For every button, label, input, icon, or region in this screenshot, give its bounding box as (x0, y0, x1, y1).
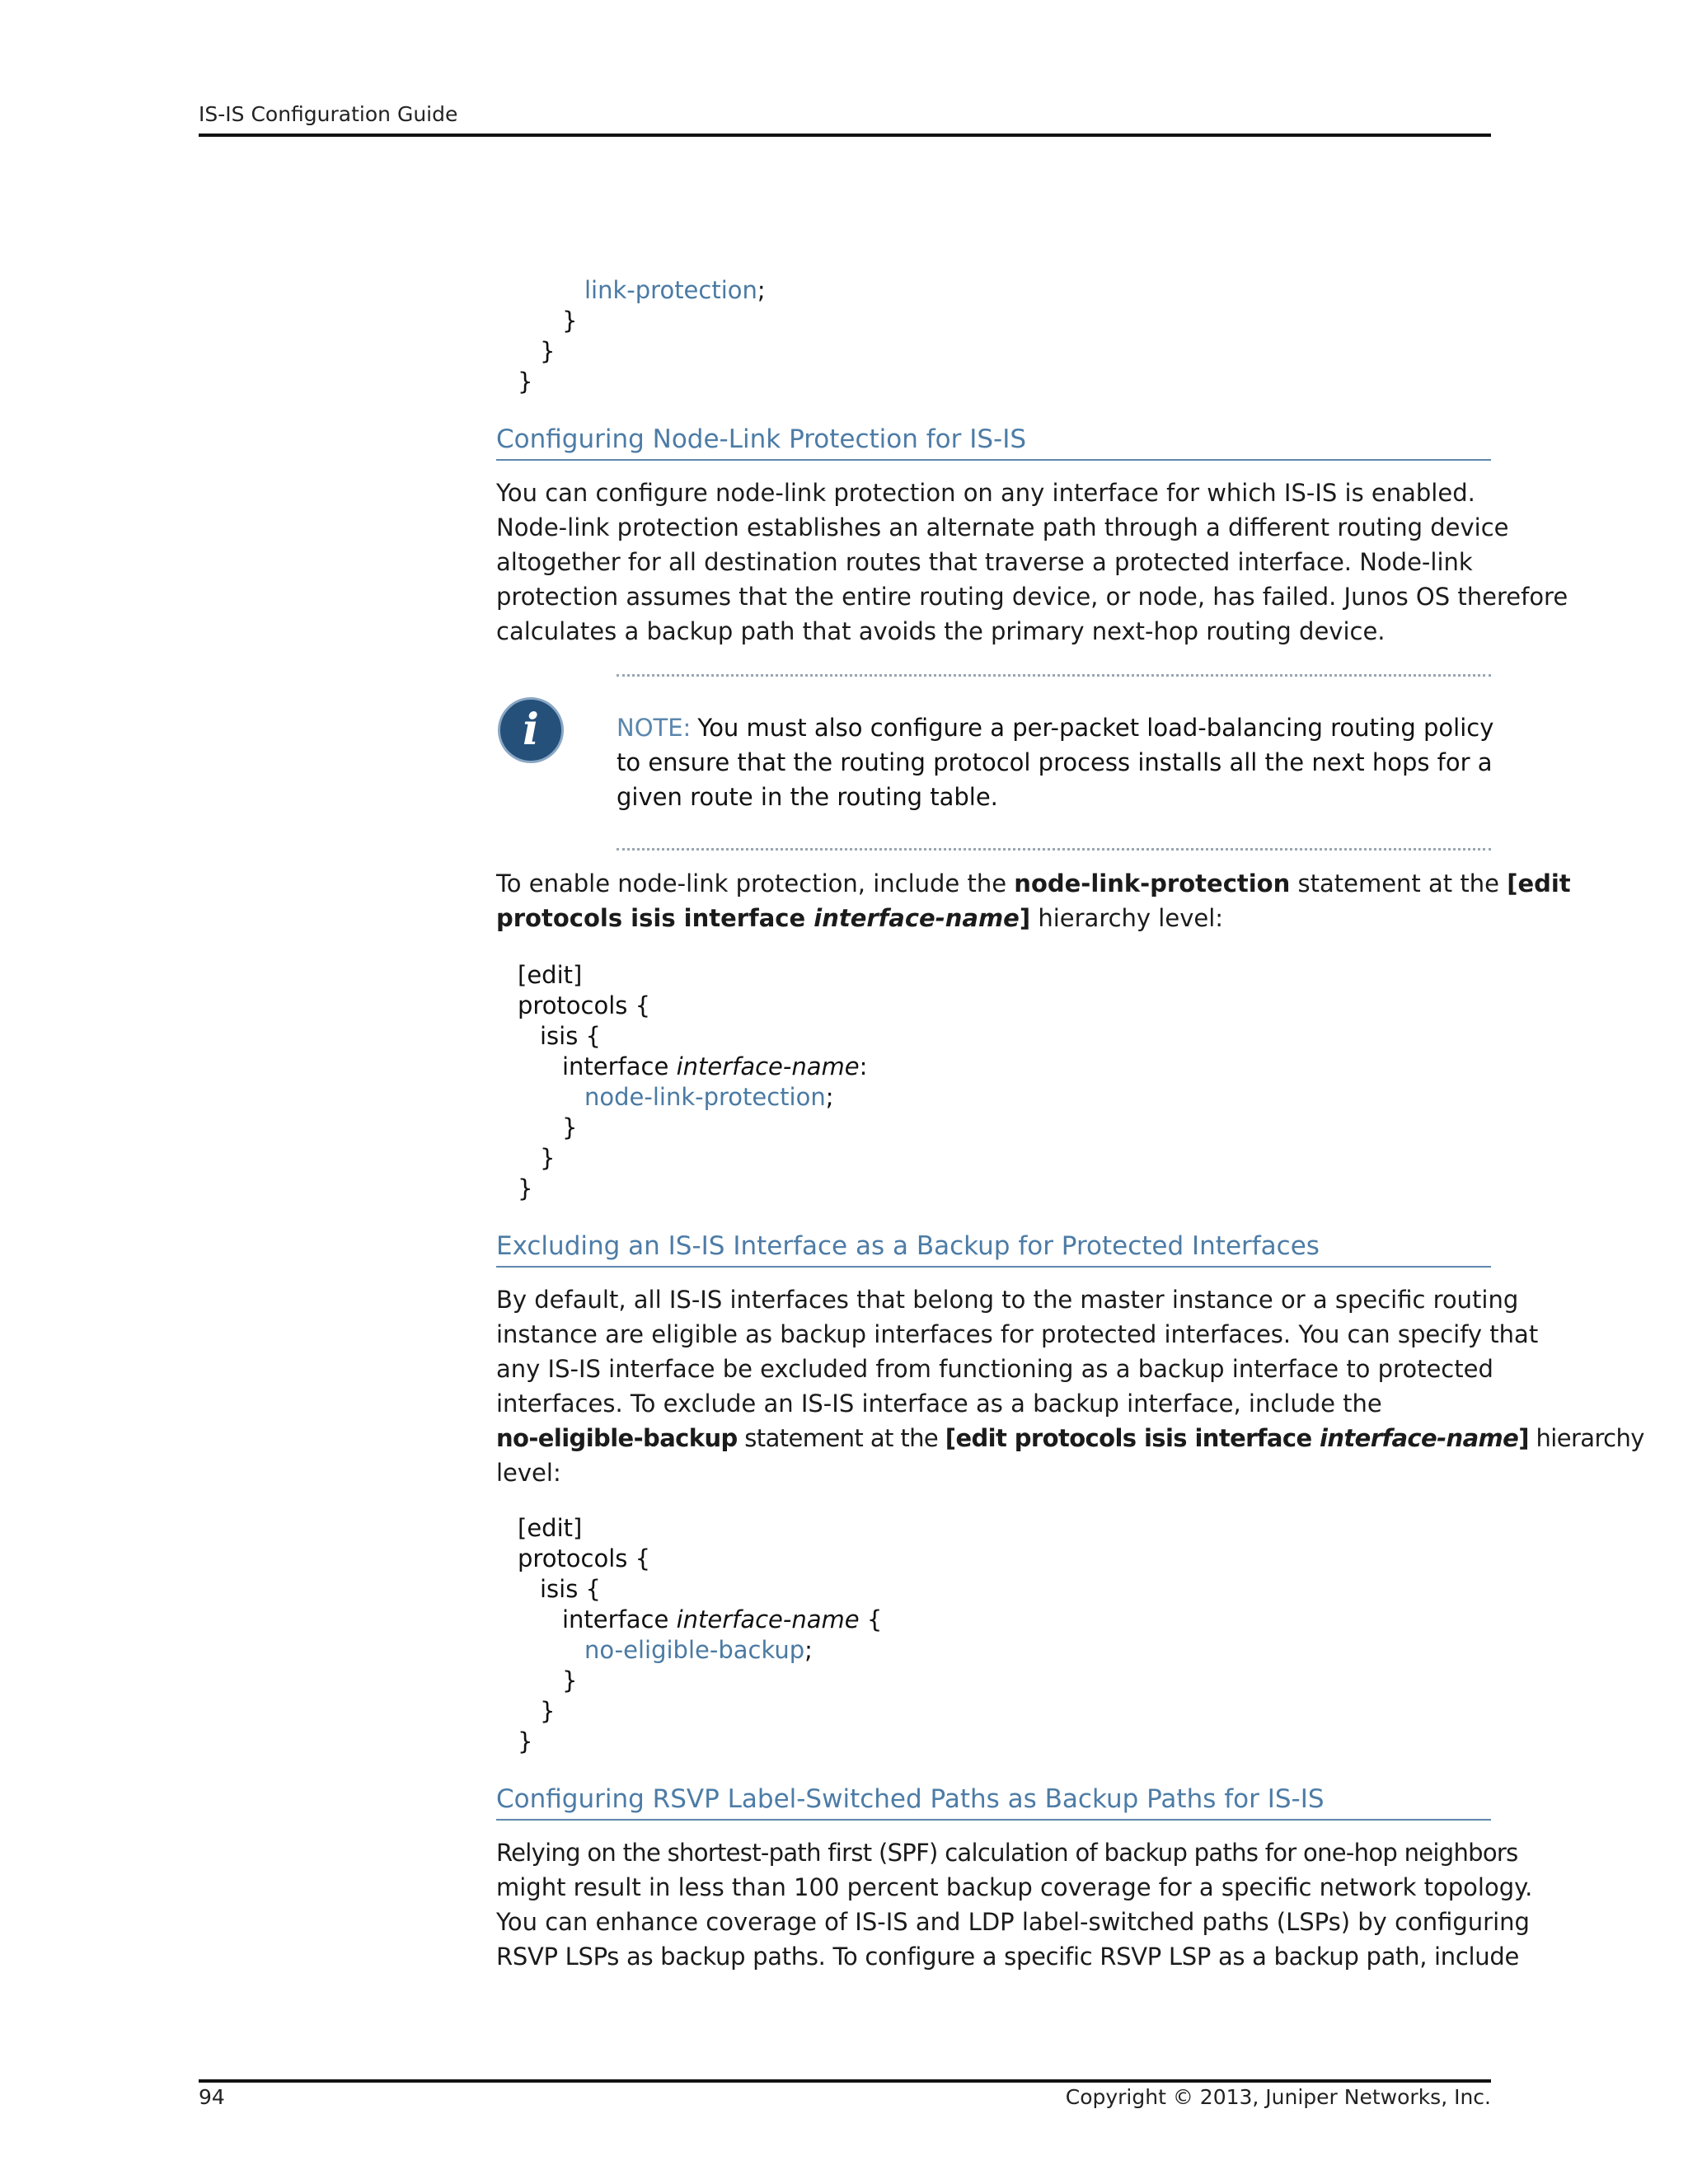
note-text-line: You must also configure a per-packet load-balancing routing policy (697, 714, 1494, 742)
code-line: protocols { (518, 991, 651, 1019)
code-line: protocols { (518, 1544, 651, 1572)
code-brace: } (518, 1727, 533, 1755)
note-text-line: given route in the routing table. (617, 783, 998, 811)
code-keyword: interface (562, 1605, 677, 1633)
code-semicolon: ; (757, 276, 766, 304)
code-statement: node-link-protection (584, 1083, 826, 1111)
code-variable: interface-name (676, 1605, 860, 1633)
paragraph-line: Node-link protection establishes an alternate path through a different routing device (496, 513, 1509, 541)
statement-name: no-eligible-backup (496, 1424, 738, 1452)
text-run: hierarchy (1528, 1424, 1644, 1452)
paragraph-line: RSVP LSPs as backup paths. To configure a specific RSVP LSP as a backup path, include (496, 1943, 1519, 1971)
paragraph-line: You can enhance coverage of IS-IS and LDP label-switched paths (LSPs) by configuring (496, 1908, 1530, 1936)
code-statement: no-eligible-backup (584, 1636, 805, 1664)
copyright-notice: Copyright © 2013, Juniper Networks, Inc. (1065, 2085, 1491, 2109)
paragraph-line: any IS-IS interface be excluded from functioning as a backup interface to protected (496, 1355, 1493, 1383)
code-line: isis { (540, 1022, 602, 1050)
code-brace: } (562, 307, 578, 335)
note-label: NOTE: (617, 714, 692, 742)
code-variable: interface-name (676, 1052, 860, 1080)
paragraph-line: interfaces. To exclude an IS-IS interface as a backup interface, include the (496, 1390, 1382, 1418)
hierarchy-path: [edit protocols isis interface (945, 1424, 1320, 1452)
paragraph-rsvp-lsp (496, 1835, 1533, 1974)
hierarchy-variable: interface-name (1320, 1424, 1519, 1452)
code-punct: { (859, 1605, 883, 1633)
footer-rule (199, 2079, 1491, 2083)
note-box (617, 710, 1494, 814)
text-run: statement at the (1290, 869, 1507, 898)
code-brace: } (518, 368, 533, 396)
paragraph-line: You can configure node-link protection on any interface for which IS-IS is enabled. (496, 479, 1475, 507)
paragraph-line: protection assumes that the entire routing device, or node, has failed. Junos OS therefore (496, 583, 1568, 611)
note-bottom-rule (617, 848, 1491, 851)
paragraph-line: level: (496, 1459, 561, 1487)
code-statement: link-protection (584, 276, 757, 304)
statement-name: node-link-protection (1014, 869, 1291, 898)
section-heading-exclude-backup: Excluding an IS-IS Interface as a Backup for Protected Interfaces (496, 1231, 1491, 1268)
paragraph-exclude-backup (496, 1282, 1644, 1490)
note-top-rule (617, 674, 1491, 677)
running-header: IS-IS Configuration Guide (199, 102, 458, 126)
paragraph-line: instance are eligible as backup interfaces for protected interfaces. You can specify that (496, 1320, 1539, 1348)
text-run: To enable node-link protection, include the (496, 869, 1015, 898)
code-brace: } (540, 337, 556, 365)
hierarchy-variable: interface-name (814, 904, 1020, 932)
code-line: isis { (540, 1575, 602, 1603)
hierarchy-path: [edit (1507, 869, 1571, 898)
hierarchy-path: ] (1019, 904, 1031, 932)
code-keyword: interface (562, 1052, 677, 1080)
hierarchy-path: ] (1518, 1424, 1529, 1452)
paragraph-node-link (496, 476, 1568, 649)
code-brace: } (540, 1697, 556, 1725)
code-line: [edit] (518, 1514, 583, 1542)
code-brace: } (518, 1174, 533, 1202)
code-line: [edit] (518, 961, 583, 989)
section-heading-rsvp-lsp: Configuring RSVP Label-Switched Paths as Backup Paths for IS-IS (496, 1784, 1491, 1821)
code-brace: } (562, 1113, 578, 1141)
paragraph-line: By default, all IS-IS interfaces that belong to the master instance or a specific routing (496, 1286, 1519, 1314)
header-rule (199, 134, 1491, 137)
paragraph-line: calculates a backup path that avoids the primary next-hop routing device. (496, 617, 1386, 645)
paragraph-enable-node-link (496, 866, 1571, 935)
text-run: statement at the (737, 1424, 945, 1452)
info-icon: i (498, 697, 564, 763)
code-semicolon: ; (825, 1083, 834, 1111)
code-punct: : (859, 1052, 868, 1080)
code-brace: } (562, 1666, 578, 1694)
paragraph-line: Relying on the shortest-path first (SPF) calculation of backup paths for one-hop neighbors (496, 1839, 1518, 1867)
note-text-line: to ensure that the routing protocol process installs all the next hops for a (617, 748, 1493, 776)
text-run: hierarchy level: (1030, 904, 1224, 932)
paragraph-line: altogether for all destination routes that traverse a protected interface. Node-link (496, 548, 1473, 576)
code-brace: } (540, 1144, 556, 1172)
hierarchy-path: protocols isis interface (496, 904, 814, 932)
code-semicolon: ; (804, 1636, 813, 1664)
paragraph-line: might result in less than 100 percent backup coverage for a specific network topology. (496, 1873, 1533, 1901)
section-heading-node-link: Configuring Node-Link Protection for IS-IS (496, 424, 1491, 461)
page-number: 94 (199, 2085, 225, 2109)
